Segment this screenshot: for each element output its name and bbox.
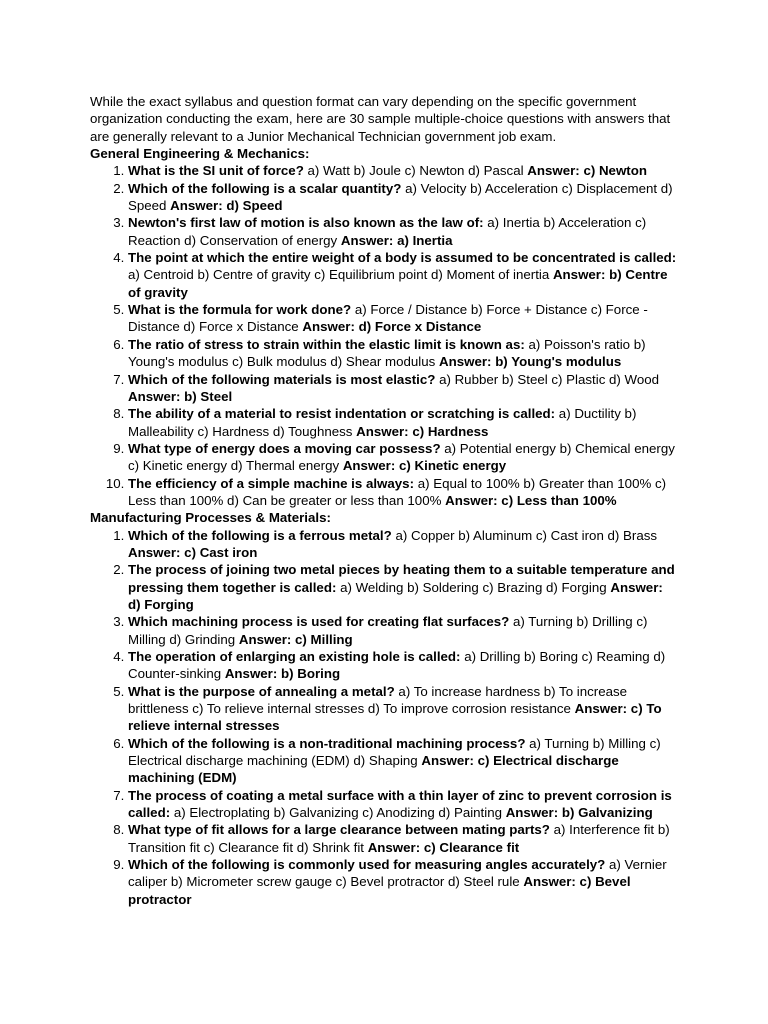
- question-item: [128, 162, 678, 179]
- question-item: [128, 613, 678, 648]
- answer-value: b) Young's modulus: [495, 354, 622, 370]
- question-item: [128, 249, 678, 301]
- question-item: [128, 527, 678, 562]
- question-text: Which of the following is a scalar quantity?: [128, 180, 402, 196]
- question-text: The ratio of stress to strain within the elastic limit is known as:: [128, 336, 525, 352]
- answer-value: c) Cast iron: [184, 544, 258, 560]
- answer-value: c) Bevel protractor: [128, 874, 631, 907]
- question-item: [128, 561, 678, 613]
- question-options: a) Centroid b) Centre of gravity c) Equilibrium point d) Moment of inertia: [128, 267, 550, 283]
- answer-value: b) Steel: [184, 388, 233, 404]
- question-text: The efficiency of a simple machine is always:: [128, 475, 414, 491]
- question-item: [128, 856, 678, 908]
- answer-label: Answer:: [302, 319, 355, 335]
- question-options: a) Turning b) Drilling c) Milling d) Grinding: [128, 614, 648, 647]
- question-item: [128, 180, 678, 215]
- question-text: Newton's first law of motion is also known as the law of:: [128, 215, 484, 231]
- answer-value: c) Electrical discharge machining (EDM): [128, 753, 619, 786]
- answer-label: Answer:: [128, 544, 181, 560]
- question-options: a) Poisson's ratio b) Young's modulus c) Bulk modulus d) Shear modulus: [128, 336, 646, 370]
- question-text: Which of the following is commonly used for measuring angles accurately?: [128, 857, 606, 873]
- question-item: [128, 648, 678, 683]
- answer-value: b) Centre of gravity: [128, 267, 668, 300]
- question-options: a) Potential energy b) Chemical energy c) Kinetic energy d) Thermal energy: [128, 440, 675, 474]
- answer-label: Answer:: [523, 874, 576, 890]
- answer-value: c) Less than 100%: [501, 492, 617, 508]
- question-options: a) Welding b) Soldering c) Brazing d) Forging: [340, 579, 607, 595]
- question-text: What type of fit allows for a large clearance between mating parts?: [128, 822, 550, 838]
- question-options: a) Ductility b) Malleability c) Hardness d) Toughness: [128, 406, 637, 439]
- answer-label: Answer:: [224, 666, 278, 682]
- answer-value: d) Force x Distance: [358, 319, 482, 335]
- answer-value: c) To relieve internal stresses: [128, 701, 662, 734]
- answer-value: b) Galvanizing: [561, 805, 653, 821]
- question-options: a) Equal to 100% b) Greater than 100% c) Less than 100% d) Can be greater or less than 100%: [128, 475, 667, 508]
- question-options: a) Velocity b) Acceleration c) Displacement d) Speed: [128, 180, 673, 214]
- question-item: [128, 214, 678, 249]
- answer-label: Answer:: [439, 354, 492, 370]
- answer-value: a) Inertia: [397, 232, 453, 248]
- question-text: What is the purpose of annealing a metal?: [128, 683, 395, 699]
- question-text: The ability of a material to resist indentation or scratching is called:: [128, 406, 556, 422]
- answer-value: d) Speed: [226, 198, 283, 214]
- answer-label: Answer:: [445, 492, 498, 508]
- question-options: a) Watt b) Joule c) Newton d) Pascal: [307, 163, 524, 179]
- question-item: [128, 787, 678, 822]
- question-options: a) Inertia b) Acceleration c) Reaction d) Conservation of energy: [128, 215, 647, 248]
- question-options: a) Copper b) Aluminum c) Cast iron d) Brass: [395, 527, 658, 543]
- answer-label: Answer:: [527, 163, 580, 179]
- question-text: The operation of enlarging an existing hole is called:: [128, 649, 461, 664]
- intro-paragraph: While the exact syllabus and question format can vary depending on the specific government organization conducting the exam, here are 30 sample multiple-choice questions with answers that are generally relevant to a Junior Mechanical Technician government job exam.: [90, 94, 671, 144]
- answer-label: Answer:: [340, 232, 394, 248]
- question-text: Which of the following is a ferrous metal?: [128, 527, 392, 543]
- question-text: The point at which the entire weight of a body is assumed to be concentrated is called:: [128, 250, 677, 266]
- question-options: a) Turning b) Milling c) Electrical discharge machining (EDM) d) Shaping: [128, 735, 661, 769]
- question-options: a) Force / Distance b) Force + Distance c) Force - Distance d) Force x Distance: [128, 302, 648, 335]
- question-options: a) Drilling b) Boring c) Reaming d) Counter-sinking: [128, 649, 666, 682]
- question-text: What is the SI unit of force?: [128, 163, 304, 179]
- question-options: a) Rubber b) Steel c) Plastic d) Wood: [439, 371, 660, 387]
- question-item: [128, 405, 678, 440]
- answer-label: Answer:: [342, 458, 396, 474]
- answer-value: c) Hardness: [412, 423, 489, 439]
- answer-value: d) Forging: [128, 596, 194, 612]
- answer-label: Answer:: [610, 579, 663, 595]
- question-options: a) Vernier caliper b) Micrometer screw gauge c) Bevel protractor d) Steel rule: [128, 857, 667, 890]
- question-text: Which machining process is used for creating flat surfaces?: [128, 614, 510, 630]
- question-item: [128, 336, 678, 371]
- question-text: What is the formula for work done?: [128, 302, 352, 318]
- question-text: The process of coating a metal surface with a thin layer of zinc to prevent corrosion is called:: [128, 787, 672, 821]
- question-item: [128, 475, 678, 510]
- question-text: Which of the following is a non-traditional machining process?: [128, 735, 526, 751]
- answer-label: Answer:: [421, 753, 474, 769]
- answer-label: Answer:: [505, 805, 559, 821]
- answer-label: Answer:: [367, 839, 421, 855]
- section-title: Manufacturing Processes & Materials:: [90, 510, 331, 526]
- answer-label: Answer:: [170, 198, 223, 214]
- question-options: a) Electroplating b) Galvanizing c) Anodizing d) Painting: [173, 805, 502, 821]
- answer-value: c) Newton: [583, 163, 647, 179]
- answer-label: Answer:: [128, 388, 181, 404]
- question-item: [128, 735, 678, 787]
- question-item: [128, 821, 678, 856]
- question-text: Which of the following materials is most elastic?: [128, 371, 436, 387]
- answer-value: c) Kinetic energy: [399, 458, 507, 474]
- question-text: What type of energy does a moving car possess?: [128, 440, 441, 456]
- question-sections: [90, 145, 678, 908]
- answer-label: Answer:: [238, 631, 292, 647]
- answer-label: Answer:: [356, 423, 409, 439]
- question-options: a) To increase hardness b) To increase brittleness c) To relieve internal stresses d) To improve corrosion resistance: [128, 683, 628, 717]
- answer-label: Answer:: [574, 701, 628, 717]
- question-list: [90, 162, 678, 509]
- answer-value: b) Boring: [281, 666, 341, 682]
- question-options: a) Interference fit b) Transition fit c) Clearance fit d) Shrink fit: [128, 822, 670, 855]
- question-text: The process of joining two metal pieces by heating them to a suitable temperature and pressing them together is called:: [128, 562, 675, 595]
- section-title: General Engineering & Mechanics:: [90, 146, 310, 162]
- answer-value: c) Milling: [295, 631, 353, 647]
- answer-value: c) Clearance fit: [423, 839, 520, 855]
- question-list: [90, 527, 678, 909]
- question-item: [128, 683, 678, 735]
- question-item: [128, 371, 678, 406]
- question-item: [128, 440, 678, 475]
- question-item: [128, 301, 678, 336]
- answer-label: Answer:: [552, 267, 606, 283]
